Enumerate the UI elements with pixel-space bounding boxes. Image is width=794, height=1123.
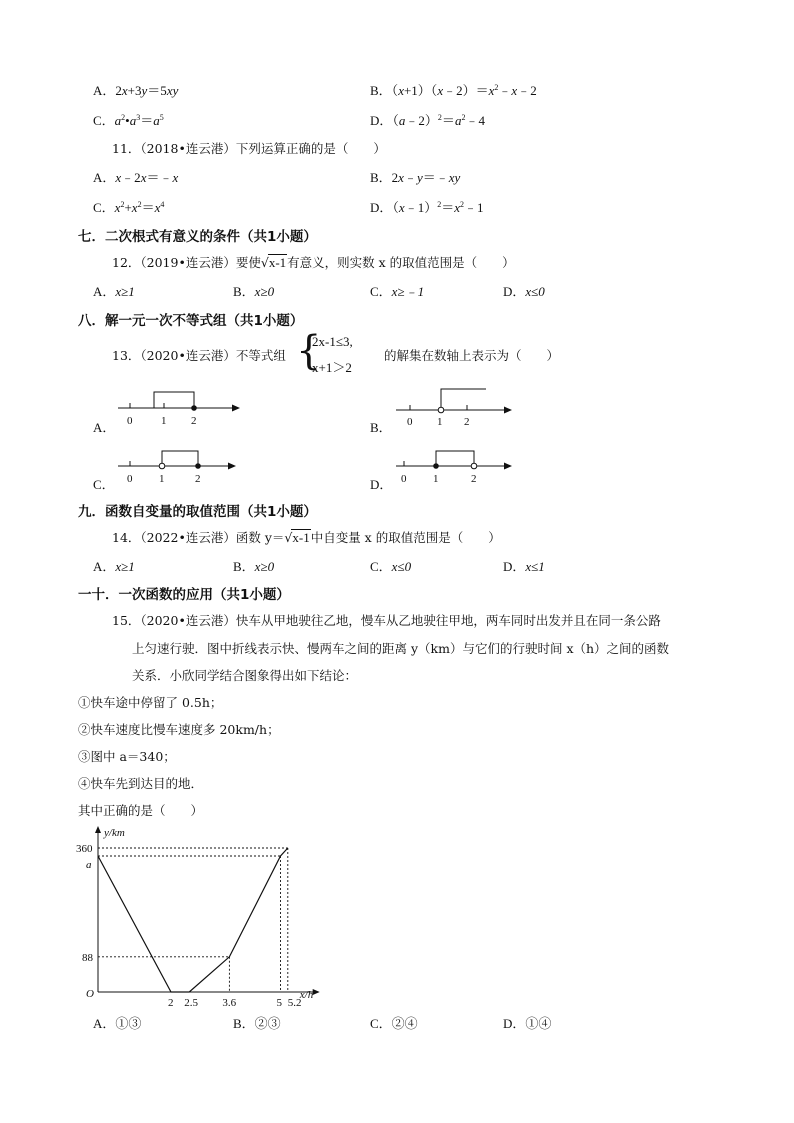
- conclusion-3: ③图中 a＝340；: [78, 749, 176, 764]
- q12-option-b[interactable]: [233, 281, 274, 300]
- arrow-head: [228, 463, 236, 470]
- option-text: x﹣2x＝﹣x: [115, 170, 179, 185]
- stem-text: 12．（2019•连云港）要使: [112, 255, 261, 270]
- option-letter: A．: [93, 83, 116, 98]
- distance-time-graph: [74, 824, 330, 1006]
- option-text: $a^2•a^3=a^5$: [114, 113, 164, 128]
- option-text: ②③: [254, 1016, 281, 1031]
- option-letter: C．: [370, 559, 392, 574]
- q10-option-b[interactable]: [370, 80, 537, 99]
- tick-label: 2: [191, 415, 197, 427]
- y-tick-label: 88: [82, 951, 93, 964]
- tick-label: 0: [127, 415, 133, 427]
- inequality-2: x+1＞2: [312, 360, 352, 375]
- option-letter: C．: [93, 113, 115, 128]
- option-text: ②④: [391, 1016, 418, 1031]
- option-text: ①④: [525, 1016, 552, 1031]
- arrow-head: [504, 463, 512, 470]
- option-letter: A．: [93, 170, 116, 185]
- q12-option-a[interactable]: [93, 281, 135, 300]
- tick-label: 0: [401, 473, 407, 485]
- q13-option-d[interactable]: D．: [370, 477, 393, 492]
- tick-label: 0: [407, 416, 413, 428]
- q12-stem: [112, 253, 515, 271]
- x-axis-arrow: [313, 989, 320, 995]
- option-letter: A．: [93, 559, 116, 574]
- option-text: x≥1: [115, 284, 135, 299]
- q14-option-c[interactable]: [370, 556, 411, 575]
- conclusion-1: ①快车途中停留了 0.5h；: [78, 695, 223, 710]
- radicand: x-1: [268, 255, 287, 270]
- number-line-d: [390, 448, 520, 490]
- stem-text: 14．（2022•连云港）函数 y＝: [112, 530, 285, 545]
- closed-point: [195, 463, 201, 469]
- number-line-c: [112, 448, 242, 490]
- option-text: x≥1: [115, 559, 135, 574]
- option-text: $(x+1)(x﹣2)=x^2﹣x﹣2$: [391, 83, 537, 98]
- option-text: x≥0: [254, 284, 275, 299]
- x-tick-label: 5.2: [287, 997, 302, 1006]
- section-heading-10: 一十．一次函数的应用（共1小题）: [78, 587, 290, 603]
- radical-sign: √: [284, 530, 293, 545]
- option-text: 2x﹣y＝﹣xy: [391, 170, 461, 185]
- q14-stem: [112, 528, 501, 546]
- closed-point: [191, 405, 197, 411]
- q13-option-c[interactable]: C．: [93, 477, 115, 492]
- open-point: [471, 463, 477, 469]
- q10-option-c[interactable]: [93, 110, 164, 129]
- option-text: x≤1: [525, 559, 545, 574]
- q15-option-a[interactable]: [93, 1013, 141, 1032]
- section-heading-7: 七．二次根式有意义的条件（共1小题）: [78, 229, 317, 245]
- option-letter: A．: [93, 284, 116, 299]
- option-text: $(x﹣1)^2=x^2﹣1$: [392, 200, 484, 215]
- q15-ask: 其中正确的是（ ）: [78, 803, 204, 818]
- solution-bracket: [436, 451, 474, 466]
- option-text: x≥0: [254, 559, 275, 574]
- option-text: $x^2+x^2=x^4$: [114, 200, 165, 215]
- series-line: [98, 848, 288, 992]
- option-letter: C．: [93, 200, 115, 215]
- q15-option-b[interactable]: [233, 1013, 281, 1032]
- q15-option-d[interactable]: [503, 1013, 551, 1032]
- inequality-1: 2x-1≤3,: [312, 334, 353, 349]
- q15-line-3: 关系．小欣同学结合图象得出如下结论：: [132, 668, 358, 683]
- x-tick-label: 5: [276, 997, 282, 1006]
- option-letter: D．: [503, 1016, 526, 1031]
- y-tick-label: 360: [76, 843, 93, 855]
- radicand: x-1: [292, 530, 310, 545]
- section-heading-9: 九．函数自变量的取值范围（共1小题）: [78, 504, 317, 520]
- option-text: x≥﹣1: [391, 284, 425, 299]
- open-point: [438, 407, 444, 413]
- option-letter: A．: [93, 1016, 116, 1031]
- tick-label: 2: [195, 473, 201, 485]
- q13-option-a[interactable]: A．: [93, 420, 116, 435]
- open-point: [159, 463, 165, 469]
- option-letter: D．: [503, 284, 526, 299]
- option-text: ①③: [115, 1016, 142, 1031]
- q11-option-a[interactable]: [93, 167, 178, 186]
- tick-label: 0: [127, 473, 133, 485]
- solution-bracket: [154, 392, 194, 408]
- conclusion-2: ②快车速度比慢车速度多 20km/h；: [78, 722, 280, 737]
- stem-text: 有意义，则实数 x 的取值范围是（ ）: [287, 255, 515, 270]
- option-text: x≤0: [525, 284, 545, 299]
- origin-label: O: [86, 988, 94, 1000]
- x-axis-label: x/h: [299, 989, 314, 1001]
- option-letter: B．: [370, 170, 392, 185]
- tick-label: 1: [161, 415, 167, 427]
- option-letter: D．: [370, 200, 393, 215]
- option-letter: C．: [370, 1016, 392, 1031]
- closed-point: [433, 463, 439, 469]
- q11-option-c[interactable]: [93, 197, 164, 216]
- x-tick-label: 3.6: [222, 997, 237, 1006]
- solution-bracket: [441, 389, 486, 410]
- tick-label: 1: [433, 473, 439, 485]
- brace: {: [296, 328, 322, 374]
- q13-stem-pre: 13．（2020•连云港）不等式组: [112, 348, 286, 363]
- q13-stem-post: 的解集在数轴上表示为（ ）: [384, 348, 560, 363]
- q14-option-d[interactable]: [503, 556, 545, 575]
- tick-label: 1: [159, 473, 165, 485]
- option-letter: D．: [370, 113, 393, 128]
- radical-sign: √: [260, 255, 269, 270]
- option-text: 2x+3y＝5xy: [115, 83, 179, 98]
- arrow-head: [232, 405, 240, 412]
- arrow-head: [504, 407, 512, 414]
- option-letter: B．: [233, 284, 255, 299]
- q15-line-1: 15．（2020•连云港）快车从甲地驶往乙地，慢车从乙地驶往甲地，两车同时出发并且在同一条公路: [112, 613, 661, 628]
- tick-label: 2: [464, 416, 470, 428]
- x-tick-label: 2: [168, 997, 174, 1006]
- option-text: x≤0: [391, 559, 412, 574]
- option-letter: D．: [503, 559, 526, 574]
- q10-option-a[interactable]: [93, 80, 178, 99]
- number-line-a: [112, 388, 242, 430]
- q14-option-a[interactable]: [93, 556, 135, 575]
- y-tick-label: a: [86, 859, 92, 871]
- section-heading-8: 八．解一元一次不等式组（共1小题）: [78, 313, 304, 329]
- q11-option-b[interactable]: [370, 167, 460, 186]
- stem-text: 中自变量 x 的取值范围是（ ）: [310, 530, 501, 545]
- q12-option-c[interactable]: [370, 281, 424, 300]
- tick-label: 2: [471, 473, 477, 485]
- conclusion-4: ④快车先到达目的地．: [78, 776, 204, 791]
- x-tick-label: 2.5: [184, 997, 198, 1006]
- q15-option-c[interactable]: [370, 1013, 418, 1032]
- option-letter: B．: [370, 83, 392, 98]
- option-letter: C．: [370, 284, 392, 299]
- option-letter: B．: [233, 559, 255, 574]
- q11-option-d[interactable]: [370, 197, 484, 216]
- y-axis-label: y/km: [104, 827, 125, 839]
- tick-label: 1: [437, 416, 443, 428]
- q10-option-d[interactable]: [370, 110, 485, 129]
- option-text: $(a﹣2)^2=a^2﹣4$: [392, 113, 485, 128]
- q13-option-b[interactable]: B．: [370, 420, 392, 435]
- option-letter: B．: [233, 1016, 255, 1031]
- y-axis-arrow: [95, 826, 101, 833]
- q11-stem: 11．（2018•连云港）下列运算正确的是（ ）: [112, 141, 386, 156]
- solution-bracket: [162, 451, 198, 466]
- q12-option-d[interactable]: [503, 281, 545, 300]
- q14-option-b[interactable]: [233, 556, 274, 575]
- q15-line-2: 上匀速行驶．图中折线表示快、慢两车之间的距离 y（km）与它们的行驶时间 x（h）之间的函数: [132, 641, 670, 656]
- number-line-b: [390, 385, 520, 430]
